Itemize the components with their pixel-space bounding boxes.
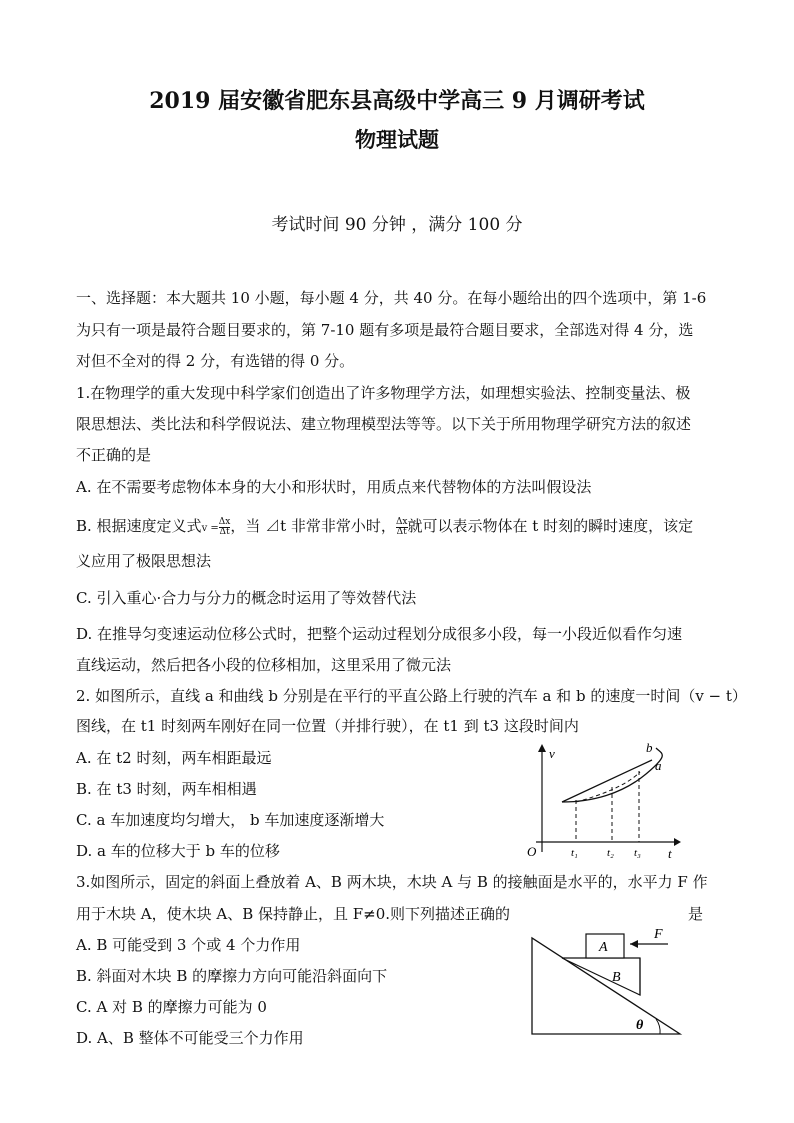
q1-option-c: C. 引入重心·合力与分力的概念时运用了等效替代法 [76,589,417,607]
force-label: F [654,927,663,942]
curve-b-dashed [576,772,640,802]
exam-subtitle: 物理试题 [355,127,439,152]
velocity-symbol: v = [201,523,219,534]
q1-option-d-line1: D. 在推导匀变速运动位移公式时，把整个运动过程划分成很多小段，每一小段近似看作匀速 [76,625,683,643]
q2-option-b: B. 在 t3 时刻，两车相相遇 [76,780,257,798]
velocity-fraction [219,518,231,537]
q1-option-b-pre: B. 根据速度定义式 [76,517,202,535]
v-axis-arrow-icon [538,744,546,752]
exam-info: 考试时间 90 分钟 ，满分 100 分 [271,215,523,235]
q3-stem-line1: 3.如图所示，固定的斜面上叠放着 A、B 两木块，木块 A 与 B 的接触面是水平的，水平力 F 作 [76,873,708,891]
q3-option-a: A. B 可能受到 3 个或 4 个力作用 [76,936,301,954]
block-b [562,958,640,995]
q1-stem-line1: 1.在物理学的重大发现中科学家们创造出了许多物理学方法，如理想实验法、控制变量法、极 [76,384,691,402]
q3-option-b: B. 斜面对木块 B 的摩擦力方向可能沿斜面向下 [76,967,388,985]
vt-graph [522,740,682,864]
angle-label: θ [636,1018,644,1033]
section1-intro-line2: 为只有一项是最符合题目要求的，第 7-10 题有多项是最符合题目要求，全部选对得 4 分，选 [76,321,694,339]
q2-option-c: C. a 车加速度均匀增大， b 车加速度逐渐增大 [76,811,385,829]
q1-option-a: A. 在不需要考虑物体本身的大小和形状时，用质点来代替物体的方法叫假设法 [76,478,592,496]
incline-figure [528,926,688,1038]
section1-intro-line3: 对但不全对的得 2 分，有选错的得 0 分。 [76,352,355,370]
fraction-denominator: Δt [219,526,230,537]
fraction-numerator: Δx [218,516,231,527]
q3-stem-line2-end: 是 [688,905,704,923]
velocity-fraction-2 [396,518,408,537]
q1-option-b-post: 就可以表示物体在 t 时刻的瞬时速度，该定 [407,517,694,535]
v-axis-label: v [549,746,555,761]
tick-t3: t₃ [634,847,641,859]
label-a: a [655,758,662,773]
q2-option-a: A. 在 t2 时刻，两车相距最远 [76,749,272,767]
label-b: b [646,740,653,755]
q3-option-d: D. A、B 整体不可能受三个力作用 [76,1029,304,1047]
q1-stem-line3: 不正确的是 [76,446,152,464]
q2-stem-line2: 图线，在 t1 时刻两车刚好在同一位置（并排行驶），在 t1 到 t3 这段时间内 [76,717,579,735]
q1-option-b-mid: ，当 ⊿t 非常非常小时， [230,517,396,535]
fraction-numerator-2: Δx [395,516,408,527]
section1-intro-line1: 一、选择题：本大题共 10 小题，每小题 4 分，共 40 分。在每小题给出的四个选项中，第 1-6 [76,289,707,307]
q3-stem-line2: 用于木块 A，使木块 A、B 保持静止，且 F≠0.则下列描述正确的 [76,905,511,923]
origin-label: O [527,844,537,859]
block-a-label: A [599,940,608,955]
q1-option-d-line2: 直线运动，然后把各小段的位移相加，这里采用了微元法 [76,656,452,674]
fraction-denominator-2: Δt [396,526,407,537]
tick-t2: t₂ [607,847,614,859]
q2-stem-line1: 2. 如图所示，直线 a 和曲线 b 分别是在平行的平直公路上行驶的汽车 a 和 b 的速度一时间（v − t） [76,687,747,705]
q3-option-c: C. A 对 B 的摩擦力可能为 0 [76,998,267,1016]
tick-t1: t₁ [571,847,578,859]
curve-b [562,748,662,802]
exam-title: 2019 届安徽省肥东县高级中学高三 9 月调研考试 [149,88,645,114]
q1-stem-line2: 限思想法、类比法和科学假说法、建立物理模型法等等。以下关于所用物理学研究方法的叙述 [76,415,692,433]
block-b-label: B [612,970,621,985]
q1-option-b-line2: 义应用了极限思想法 [76,552,212,570]
t-axis-label: t [668,846,672,861]
q1-option-b [76,516,693,539]
force-arrow-head-icon [630,940,638,948]
t-axis-arrow-icon [674,838,681,846]
q2-option-d: D. a 车的位移大于 b 车的位移 [76,842,280,860]
